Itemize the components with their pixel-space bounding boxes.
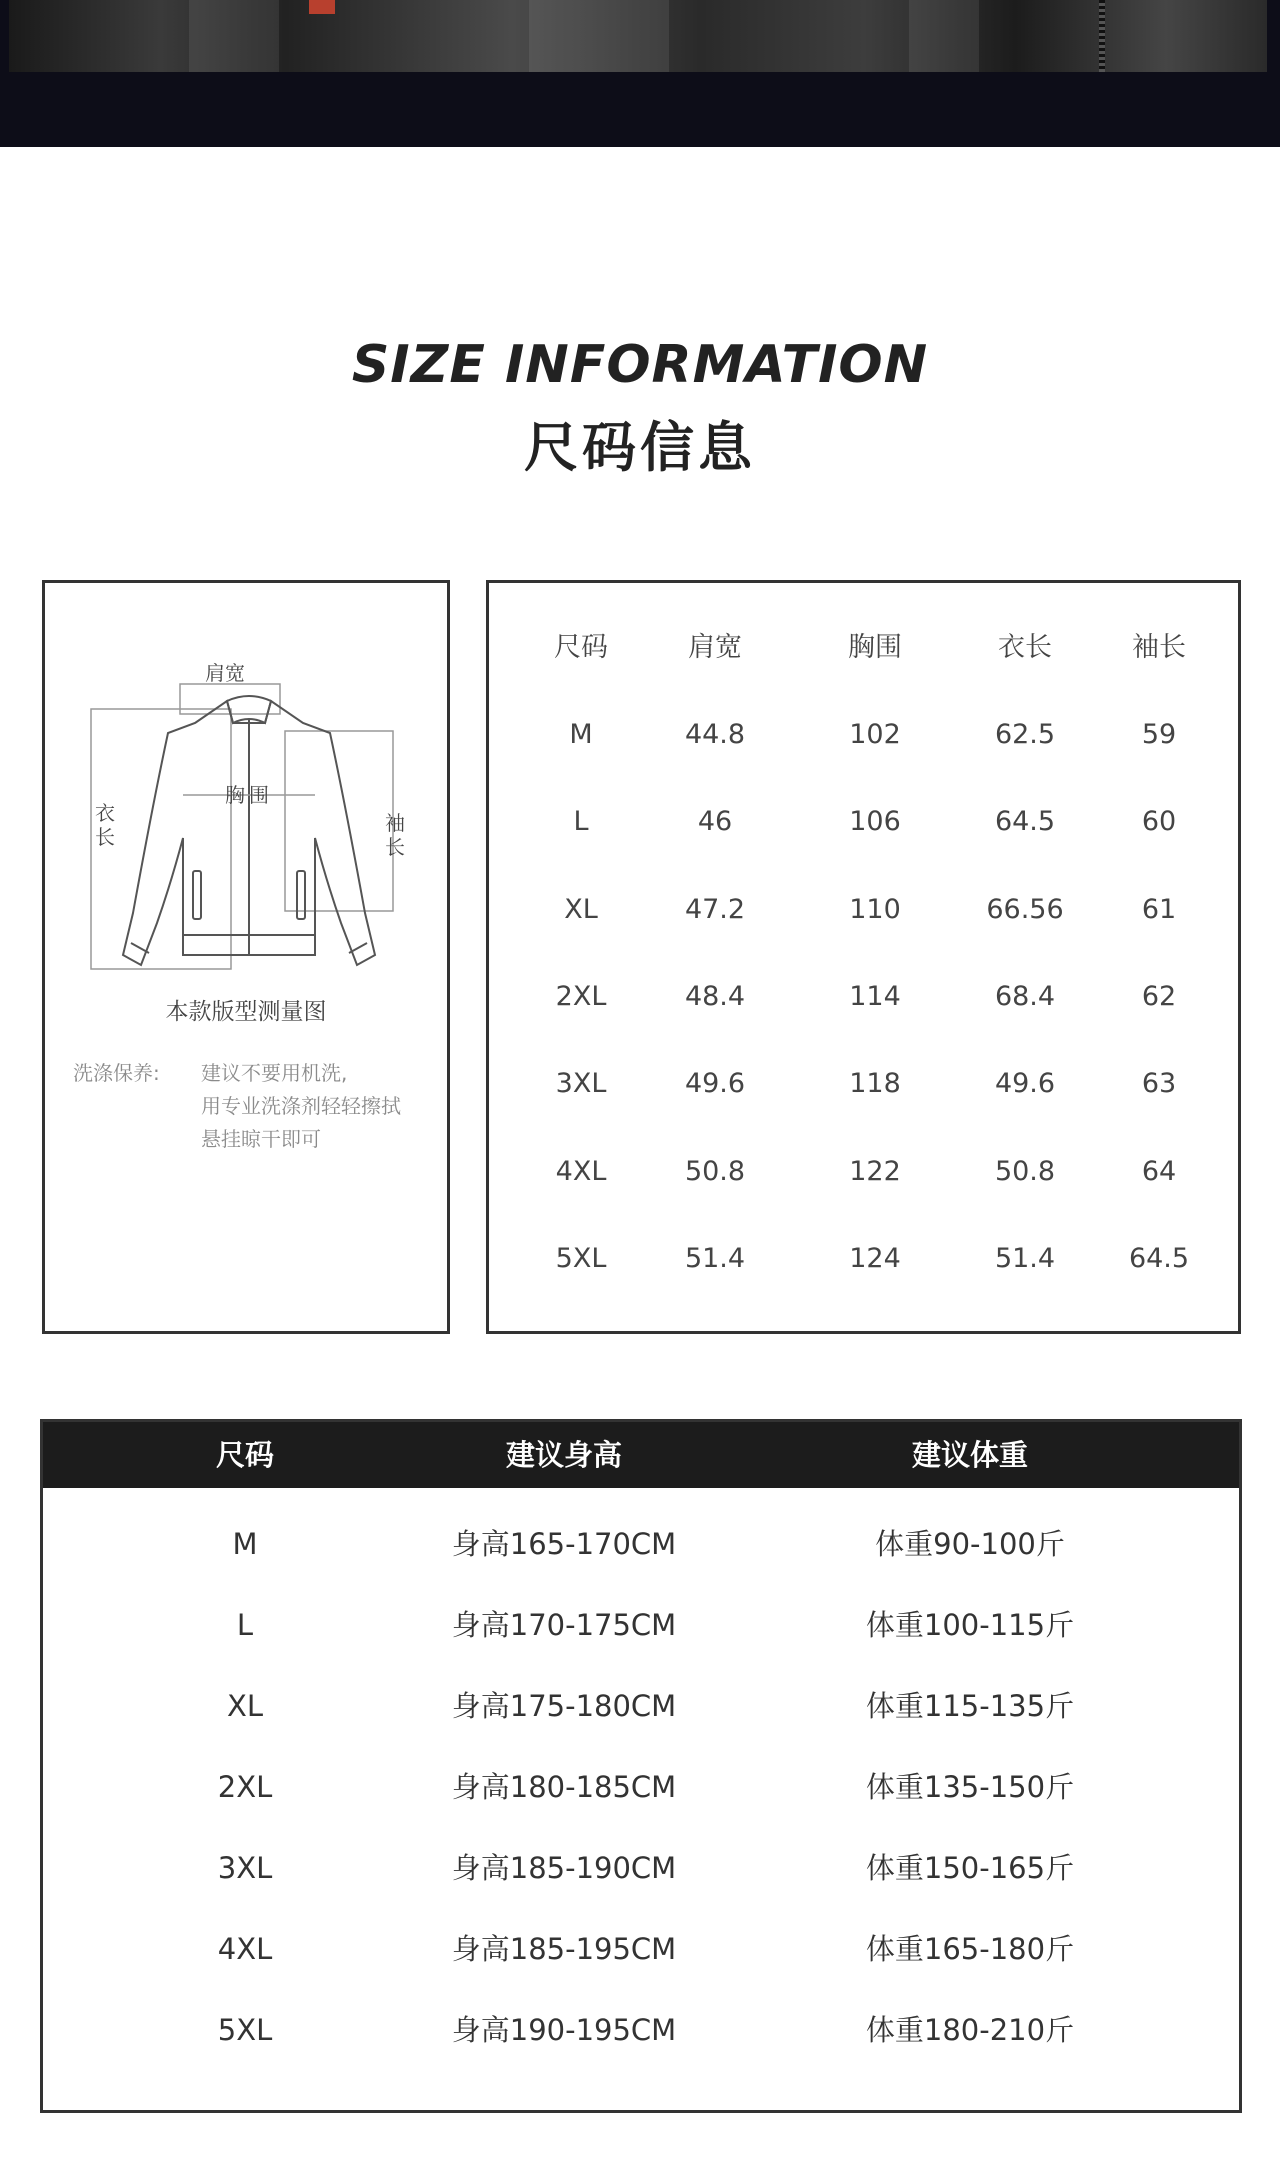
table-cell: 4XL bbox=[555, 1156, 607, 1187]
table-cell: 110 bbox=[849, 894, 901, 925]
label-sleeve: 袖长 bbox=[385, 811, 405, 859]
table-cell: 62 bbox=[1141, 981, 1177, 1012]
table-cell: 身高170-175CM bbox=[451, 1608, 677, 1642]
table-row bbox=[43, 2008, 1239, 2052]
jacket-photo-strip bbox=[9, 0, 1267, 72]
table-cell: M bbox=[232, 1527, 258, 1561]
table-cell: 49.6 bbox=[994, 1068, 1056, 1099]
hero-banner bbox=[0, 0, 1280, 147]
table-cell: 身高185-190CM bbox=[451, 1851, 677, 1885]
table-header-cell: 建议体重 bbox=[911, 1438, 1028, 1472]
table-row bbox=[489, 802, 1238, 842]
table-cell: 47.2 bbox=[684, 894, 746, 925]
care-instructions bbox=[201, 1057, 441, 1156]
table-cell: 体重90-100斤 bbox=[875, 1527, 1065, 1561]
label-chest: 胸围 bbox=[225, 783, 273, 807]
table-cell: 肩宽 bbox=[688, 632, 742, 663]
table-cell: 身高190-195CM bbox=[451, 2013, 677, 2047]
table-cell: 身高185-195CM bbox=[451, 1932, 677, 1966]
table-cell: 51.4 bbox=[684, 1243, 746, 1274]
table-row bbox=[489, 1064, 1238, 1104]
table-cell: XL bbox=[226, 1689, 264, 1723]
table-cell: 2XL bbox=[555, 981, 607, 1012]
table-row bbox=[489, 890, 1238, 930]
measurement-table bbox=[486, 580, 1241, 1334]
table-cell: 61 bbox=[1141, 894, 1177, 925]
table-header-row bbox=[489, 628, 1238, 668]
table-cell: 50.8 bbox=[684, 1156, 746, 1187]
table-row bbox=[43, 1684, 1239, 1728]
table-cell: M bbox=[569, 719, 593, 750]
table-row bbox=[489, 1152, 1238, 1192]
table-cell: 60 bbox=[1141, 806, 1177, 837]
table-cell: 59 bbox=[1141, 719, 1177, 750]
table-cell: 3XL bbox=[555, 1068, 607, 1099]
recommendation-table bbox=[40, 1419, 1242, 2113]
table-cell: 64 bbox=[1141, 1156, 1177, 1187]
table-cell: 体重180-210斤 bbox=[865, 2013, 1075, 2047]
table-cell: 体重135-150斤 bbox=[865, 1770, 1075, 1804]
table-row bbox=[43, 1765, 1239, 1809]
label-length: 衣长 bbox=[95, 801, 115, 849]
diagram-caption: 本款版型测量图 bbox=[165, 999, 327, 1025]
table-cell: 体重165-180斤 bbox=[865, 1932, 1075, 1966]
recommendation-table-header bbox=[43, 1422, 1239, 1488]
table-cell: 114 bbox=[849, 981, 901, 1012]
table-cell: 尺码 bbox=[554, 632, 608, 663]
section-title-en: SIZE INFORMATION bbox=[351, 335, 929, 395]
table-cell: 106 bbox=[849, 806, 901, 837]
table-cell: 衣长 bbox=[998, 632, 1052, 663]
table-cell: 体重100-115斤 bbox=[865, 1608, 1075, 1642]
table-cell: 49.6 bbox=[684, 1068, 746, 1099]
table-cell: 62.5 bbox=[994, 719, 1056, 750]
table-cell: 68.4 bbox=[994, 981, 1056, 1012]
table-cell: 身高165-170CM bbox=[451, 1527, 677, 1561]
table-cell: 4XL bbox=[217, 1932, 273, 1966]
table-row bbox=[489, 1239, 1238, 1279]
care-line: 用专业洗涤剂轻轻擦拭 bbox=[201, 1094, 401, 1118]
table-row bbox=[43, 1522, 1239, 1566]
table-row bbox=[489, 715, 1238, 755]
table-cell: L bbox=[573, 806, 589, 837]
table-cell: 102 bbox=[849, 719, 901, 750]
table-cell: 体重150-165斤 bbox=[865, 1851, 1075, 1885]
table-cell: 袖长 bbox=[1132, 632, 1186, 663]
table-cell: 3XL bbox=[217, 1851, 273, 1885]
care-line: 建议不要用机洗, bbox=[201, 1061, 348, 1085]
table-cell: 体重115-135斤 bbox=[865, 1689, 1075, 1723]
care-label: 洗涤保养: bbox=[73, 1061, 160, 1085]
table-cell: 5XL bbox=[217, 2013, 273, 2047]
table-cell: 身高180-185CM bbox=[451, 1770, 677, 1804]
table-cell: 46 bbox=[697, 806, 733, 837]
table-cell: 63 bbox=[1141, 1068, 1177, 1099]
table-cell: 5XL bbox=[555, 1243, 607, 1274]
table-cell: 50.8 bbox=[994, 1156, 1056, 1187]
table-header-cell: 尺码 bbox=[215, 1438, 274, 1472]
table-cell: 胸围 bbox=[848, 632, 902, 663]
table-cell: L bbox=[236, 1608, 254, 1642]
table-cell: 124 bbox=[849, 1243, 901, 1274]
table-row bbox=[43, 1603, 1239, 1647]
table-row bbox=[43, 1846, 1239, 1890]
table-cell: 118 bbox=[849, 1068, 901, 1099]
section-title-cn: 尺码信息 bbox=[524, 416, 756, 479]
table-cell: 2XL bbox=[217, 1770, 273, 1804]
jacket-outline-icon bbox=[45, 583, 447, 1331]
label-shoulder: 肩宽 bbox=[205, 661, 245, 685]
table-header-cell: 建议身高 bbox=[505, 1438, 622, 1472]
table-cell: 64.5 bbox=[994, 806, 1056, 837]
care-line: 悬挂晾干即可 bbox=[201, 1127, 321, 1151]
table-cell: 64.5 bbox=[1128, 1243, 1190, 1274]
table-row bbox=[43, 1927, 1239, 1971]
measurement-diagram-panel bbox=[42, 580, 450, 1334]
table-row bbox=[489, 977, 1238, 1017]
table-cell: 48.4 bbox=[684, 981, 746, 1012]
table-cell: 66.56 bbox=[986, 894, 1064, 925]
table-cell: XL bbox=[564, 894, 598, 925]
table-cell: 122 bbox=[849, 1156, 901, 1187]
table-cell: 身高175-180CM bbox=[451, 1689, 677, 1723]
table-cell: 44.8 bbox=[684, 719, 746, 750]
table-cell: 51.4 bbox=[994, 1243, 1056, 1274]
